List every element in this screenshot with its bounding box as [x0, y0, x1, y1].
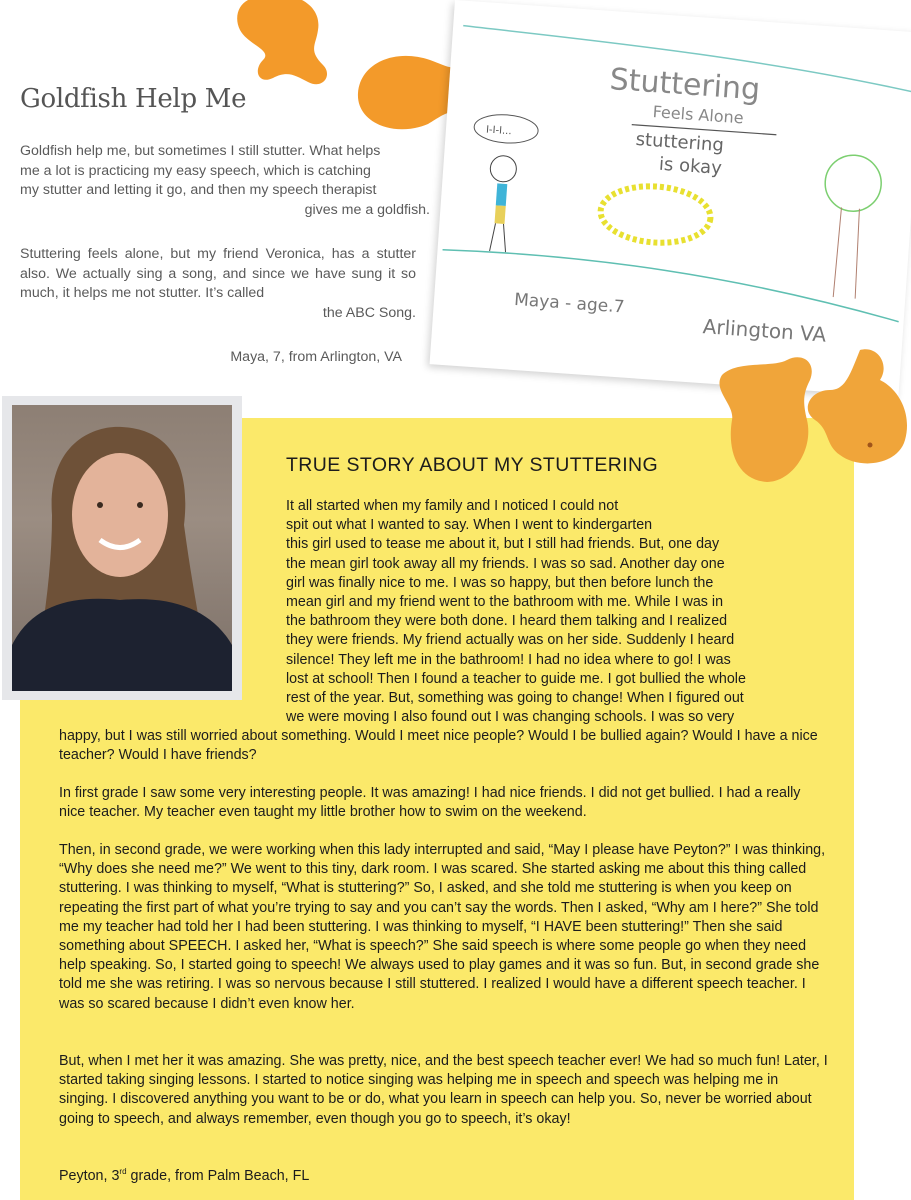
goldfish-cracker-icon: [800, 345, 911, 470]
story-intro: [286, 497, 826, 708]
child-drawing: [430, 0, 911, 397]
text-line: the bathroom they were both done. I heard them talking and I realized: [286, 613, 728, 630]
text-line: the ABC Song.: [322, 304, 416, 321]
signature-name: Peyton, 3: [59, 1167, 120, 1184]
drawing-subtitle: Feels Alone: [652, 102, 745, 128]
drawing-title: Stuttering: [608, 62, 762, 108]
peyton-signature: [59, 1167, 309, 1184]
text-line: spit out what I wanted to say. When I went to kindergarten: [286, 517, 653, 534]
text-line: It all started when my family and I noticed I could not: [286, 498, 619, 514]
text-line: they were friends. My friend actually was on her side. Suddenly I heard: [286, 632, 735, 649]
maya-paragraph-2: [20, 245, 416, 323]
signature-rest: grade, from Palm Beach, FL: [126, 1167, 310, 1184]
text-line: rest of the year. But, something was going to change! When I figured out: [286, 690, 744, 707]
text-line: silence! They left me in the bathroom! I had no idea where to go! I was: [286, 651, 731, 668]
story-intro-continued: happy, but I was still worried about something. Would I meet nice people? Would I be bullied again? Would I have a nice teacher? Would I have friends?: [59, 728, 818, 764]
maya-paragraph-1: [20, 142, 430, 220]
drawing-line3: stuttering: [634, 128, 725, 157]
text-line: me a lot is practicing my easy speech, which is catching: [20, 162, 371, 179]
text-line: my stutter and letting it go, and then my speech therapist: [20, 182, 377, 198]
story-paragraph-4: But, when I met her it was amazing. She was pretty, nice, and the best speech teacher ever! We had so much fun! Later, I started taking singing lessons. I started to notice singing was helping me in speech and speech was helping me in singing. I discovered anything you want to be or do, what you learn in speech can help you. So, never be worried about going to speech, and always remember, even though you go to speech, it’s okay!: [59, 1053, 828, 1127]
maya-signature: Maya, 7, from Arlington, VA: [230, 349, 402, 365]
portrait-photo: [12, 405, 232, 691]
story-paragraph-2: In first grade I saw some very interesting people. It was amazing! I had nice friends. I did not get bullied. I had a really nice teacher. My teacher even taught my little brother how to swim on the weekend.: [59, 785, 801, 821]
drawing-place-caption: Arlington VA: [702, 314, 827, 347]
story-intro-line-12: we were moving I also found out I was changing schools. I was so very: [286, 709, 735, 725]
text-line: girl was finally nice to me. I was so happy, but then before lunch the: [286, 574, 714, 591]
page-title: Goldfish Help Me: [20, 84, 247, 114]
text-line: gives me a goldfish.: [304, 201, 430, 218]
text-body: Stuttering feels alone, but my friend Veronica, has a stutter also. We actually sing a song, and since we have sung it so much, it helps me not stutter. It’s called: [20, 246, 416, 301]
story-title: TRUE STORY ABOUT MY STUTTERING: [286, 454, 659, 476]
story-paragraph-3: Then, in second grade, we were working when this lady interrupted and said, “May I please have Peyton?” I was thinking, “Why does she need me?” We went to this tiny, dark room. I was scared. She started asking me about this thing called stuttering. I was thinking to myself, “What is stuttering?” So, I asked, and she told me stuttering is when you keep on repeating the first part of what you’re trying to say and you can’t say the words. Then I asked, “Why am I here?” She told me my teacher had told her I had been stuttering. I was thinking to myself, “I HAVE been stuttering!” Then she said something about SPEECH. I asked her, “What is speech?” She said speech is where some people go when they need help speaking. So, I started going to speech! We always used to play games and it was so fun. But, in second grade she told me she was retiring. I was so nervous because I still stuttered. I realized I would have a different speech teacher. I was so scared because I didn’t even know her.: [59, 842, 826, 1012]
drawing-line4: is okay: [658, 153, 723, 179]
signature-ordinal: rd: [119, 1167, 127, 1176]
text-line: the mean girl took away all my friends. I was so sad. Another day one: [286, 555, 725, 572]
drawing-name-caption: Maya - age.7: [513, 289, 626, 318]
text-line: Goldfish help me, but sometimes I still stutter. What helps: [20, 143, 381, 159]
text-line: this girl used to tease me about it, but I still had friends. But, one day: [286, 536, 720, 553]
speech-bubble-text: I-I-I...: [485, 124, 512, 138]
text-line: lost at school! Then I found a teacher to guide me. I got bullied the whole: [286, 670, 746, 687]
drawing-canvas: [430, 0, 911, 397]
text-line: mean girl and my friend went to the bathroom with me. While I was in: [286, 594, 724, 611]
